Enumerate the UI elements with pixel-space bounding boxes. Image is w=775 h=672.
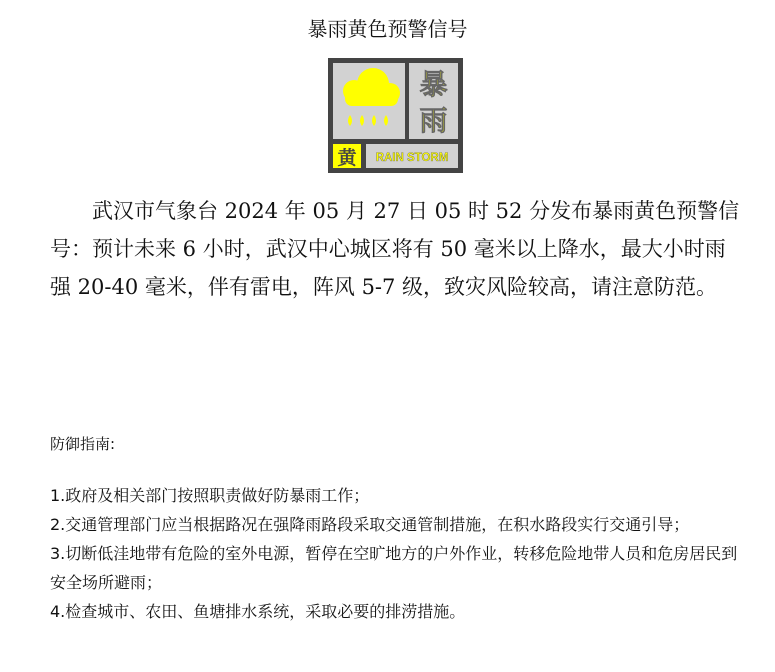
badge-char-bottom: 雨 <box>419 104 448 137</box>
page-title: 暴雨黄色预警信号 <box>307 17 468 41</box>
guide-item: 3.切断低洼地带有危险的室外电源，暂停在空旷地方的户外作业，转移危险地带人员和危房居民到安全场所避雨； <box>50 544 738 592</box>
warning-bulletin: 武汉市气象台 2024 年 05 月 27 日 05 时 52 分发布暴雨黄色预警信号：预计未来 6 小时，武汉中心城区将有 50 毫米以上降水，最大小时雨强 20-40 毫米，伴有雷电，阵风 5-7 级，致灾风险较高，请注意防范。 <box>50 199 740 299</box>
badge-level-text: 黄 <box>337 147 357 169</box>
guide-item: 1.政府及相关部门按照职责做好防暴雨工作； <box>50 486 370 505</box>
badge-char-top: 暴 <box>419 68 448 101</box>
guide-list <box>50 481 748 626</box>
guide-heading: 防御指南: <box>50 435 116 453</box>
guide-item: 4.检查城市、农田、鱼塘排水系统，采取必要的排涝措施。 <box>50 602 466 621</box>
badge-label-text: RAIN STORM <box>375 152 449 164</box>
rainstorm-yellow-warning-icon <box>328 58 463 173</box>
guide-item: 2.交通管理部门应当根据路况在强降雨路段采取交通管制措施，在积水路段实行交通引导； <box>50 515 690 534</box>
